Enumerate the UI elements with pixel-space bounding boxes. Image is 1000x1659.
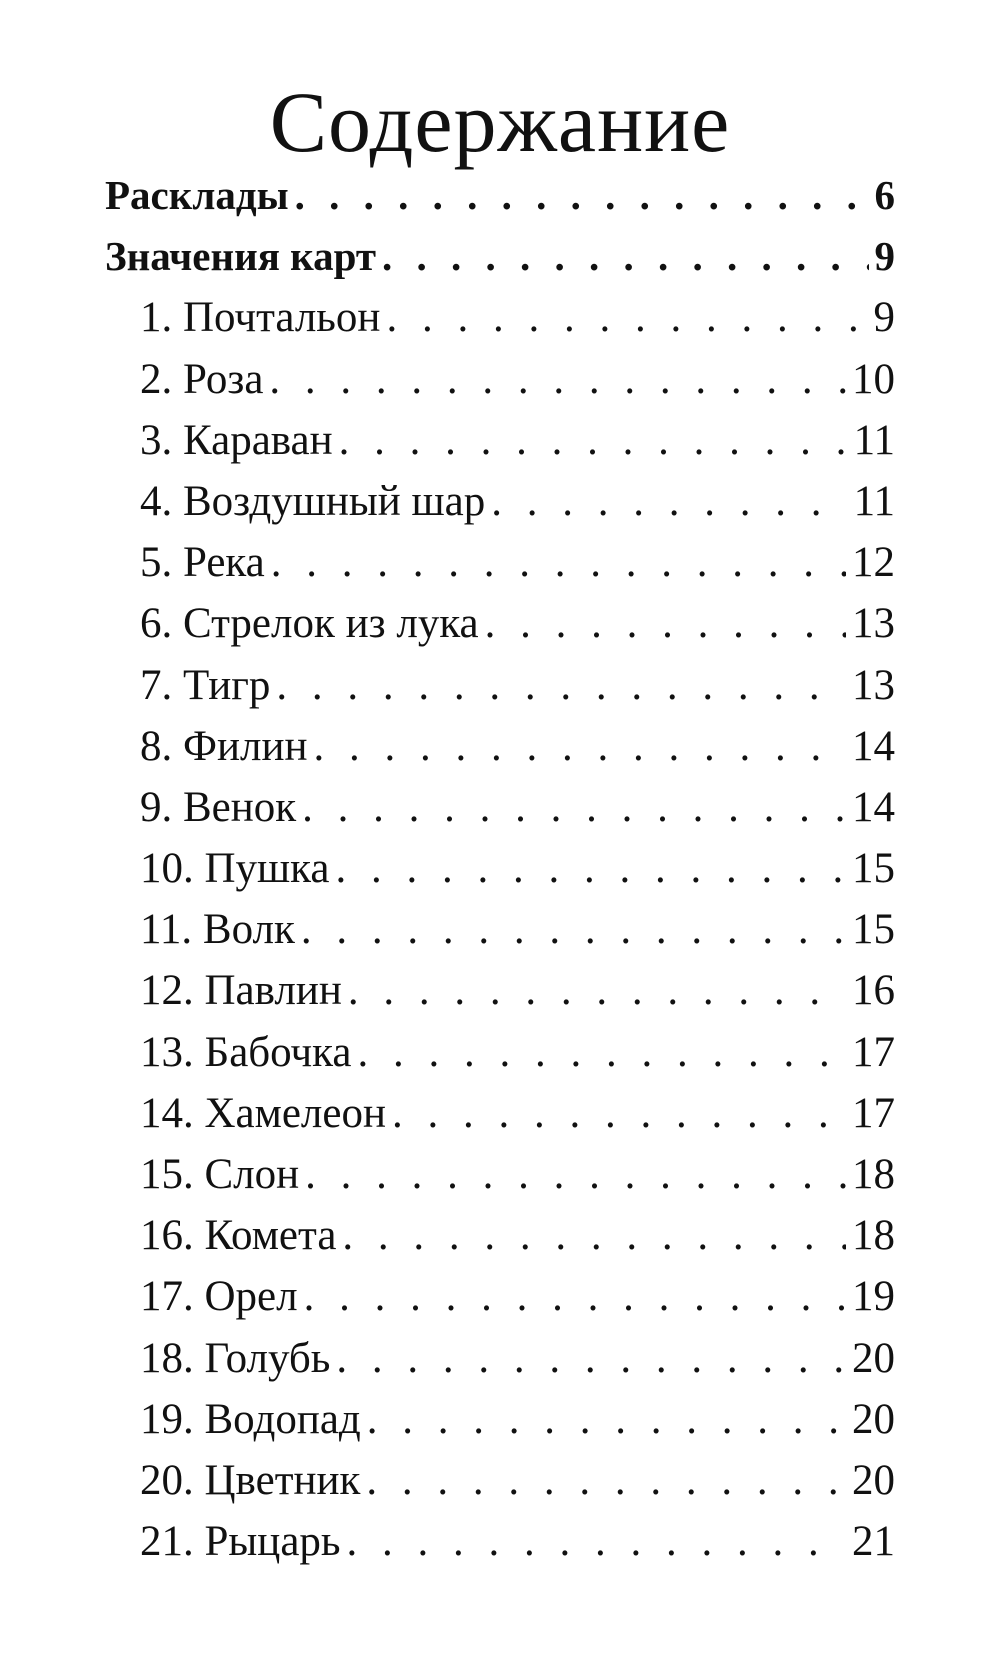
toc-entry[interactable] bbox=[105, 1450, 895, 1511]
toc-section-label: Значения карт bbox=[105, 233, 377, 280]
dot-leader bbox=[304, 1266, 846, 1327]
toc-entry[interactable] bbox=[105, 716, 895, 777]
toc-page-number: 13 bbox=[852, 600, 895, 648]
toc-page-number: 20 bbox=[852, 1395, 895, 1443]
toc-entry-label: 18. Голубь bbox=[140, 1334, 331, 1382]
toc-entry[interactable] bbox=[105, 777, 895, 838]
dot-leader bbox=[336, 838, 847, 899]
toc-page-number: 19 bbox=[852, 1273, 895, 1321]
toc-entry[interactable] bbox=[105, 593, 895, 654]
toc-entry-label: 8. Филин bbox=[140, 722, 308, 770]
page-title: Содержание bbox=[269, 74, 731, 170]
toc-page-number: 11 bbox=[853, 477, 895, 525]
toc-entry-label: 21. Рыцарь bbox=[140, 1518, 341, 1566]
toc-page-number: 15 bbox=[852, 906, 895, 954]
toc-entry[interactable] bbox=[105, 287, 895, 348]
toc-page-number: 10 bbox=[852, 355, 895, 403]
toc-entry-label: 15. Слон bbox=[140, 1151, 300, 1198]
toc-page-number: 21 bbox=[852, 1518, 895, 1566]
toc-entry[interactable] bbox=[105, 471, 895, 532]
dot-leader bbox=[366, 1450, 846, 1511]
toc-page-number: 15 bbox=[852, 845, 895, 893]
toc-entry[interactable] bbox=[105, 1022, 895, 1083]
dot-leader bbox=[336, 1328, 846, 1389]
toc-page-number: 6 bbox=[874, 172, 895, 218]
toc-page-number: 17 bbox=[852, 1089, 895, 1137]
dot-leader bbox=[271, 532, 846, 593]
toc-entry-label: 9. Венок bbox=[140, 783, 297, 831]
toc-page-number: 13 bbox=[852, 661, 895, 709]
toc-page-number: 14 bbox=[852, 722, 895, 770]
toc-entry-label: 13. Бабочка bbox=[140, 1028, 352, 1076]
dot-leader bbox=[313, 716, 846, 777]
toc-page-number: 20 bbox=[852, 1334, 895, 1382]
dot-leader bbox=[269, 349, 846, 410]
toc-entry[interactable] bbox=[105, 532, 895, 593]
dot-leader bbox=[347, 1511, 846, 1572]
toc-page-number: 16 bbox=[852, 967, 895, 1015]
toc-entry-label: 6. Стрелок из лука bbox=[140, 600, 479, 648]
toc-entry[interactable] bbox=[105, 1083, 895, 1144]
toc-section-spreads[interactable] bbox=[105, 165, 895, 226]
dot-leader bbox=[339, 410, 848, 471]
dot-leader bbox=[367, 1389, 846, 1450]
toc-entry[interactable] bbox=[105, 410, 895, 471]
toc-entry-label: 20. Цветник bbox=[140, 1456, 361, 1504]
toc-entry-label: 1. Почтальон bbox=[140, 294, 381, 342]
toc-entry[interactable] bbox=[105, 899, 895, 960]
toc-page-number: 11 bbox=[853, 416, 895, 464]
toc-entry-label: 4. Воздушный шар bbox=[140, 477, 486, 525]
toc-entry-label: 11. Волк bbox=[140, 906, 295, 954]
toc-page-number: 20 bbox=[852, 1456, 895, 1504]
toc-entry[interactable] bbox=[105, 1511, 895, 1572]
toc-entry-label: 3. Караван bbox=[140, 416, 333, 464]
dot-leader bbox=[358, 1022, 847, 1083]
toc-entry[interactable] bbox=[105, 1266, 895, 1327]
toc-entry-label: 10. Пушка bbox=[140, 845, 330, 893]
table-of-contents bbox=[105, 165, 895, 1572]
toc-entry-label: 12. Павлин bbox=[140, 967, 342, 1015]
dot-leader bbox=[348, 960, 846, 1021]
toc-page-number: 14 bbox=[852, 783, 895, 831]
dot-leader bbox=[485, 593, 846, 654]
toc-section-label: Расклады bbox=[105, 172, 289, 218]
dot-leader bbox=[276, 655, 846, 716]
dot-leader bbox=[386, 287, 867, 348]
toc-entry-label: 16. Комета bbox=[140, 1212, 337, 1260]
toc-page-number: 9 bbox=[873, 294, 895, 342]
toc-page-number: 18 bbox=[852, 1212, 895, 1260]
toc-page-number: 9 bbox=[874, 233, 895, 280]
toc-entry[interactable] bbox=[105, 1144, 895, 1205]
dot-leader bbox=[295, 165, 869, 226]
toc-entry[interactable] bbox=[105, 655, 895, 716]
dot-leader bbox=[392, 1083, 846, 1144]
toc-entry[interactable] bbox=[105, 1389, 895, 1450]
toc-entry[interactable] bbox=[105, 1328, 895, 1389]
toc-page-number: 18 bbox=[852, 1151, 895, 1198]
dot-leader bbox=[302, 777, 846, 838]
dot-leader bbox=[305, 1144, 846, 1205]
toc-entry-label: 7. Тигр bbox=[140, 661, 271, 709]
toc-entry-label: 5. Река bbox=[140, 539, 265, 587]
dot-leader bbox=[342, 1205, 846, 1266]
toc-entry[interactable] bbox=[105, 349, 895, 410]
toc-section-card-meanings[interactable] bbox=[105, 226, 895, 287]
dot-leader bbox=[491, 471, 847, 532]
dot-leader bbox=[301, 899, 846, 960]
toc-page-number: 17 bbox=[852, 1028, 895, 1076]
toc-entry-label: 14. Хамелеон bbox=[140, 1089, 386, 1137]
toc-entry[interactable] bbox=[105, 1205, 895, 1266]
toc-page-number: 12 bbox=[852, 539, 895, 587]
toc-entry[interactable] bbox=[105, 838, 895, 899]
toc-entry-label: 2. Роза bbox=[140, 355, 264, 403]
toc-entry[interactable] bbox=[105, 960, 895, 1021]
dot-leader bbox=[382, 226, 868, 287]
toc-entry-label: 17. Орел bbox=[140, 1273, 298, 1321]
toc-entry-label: 19. Водопад bbox=[140, 1395, 361, 1443]
